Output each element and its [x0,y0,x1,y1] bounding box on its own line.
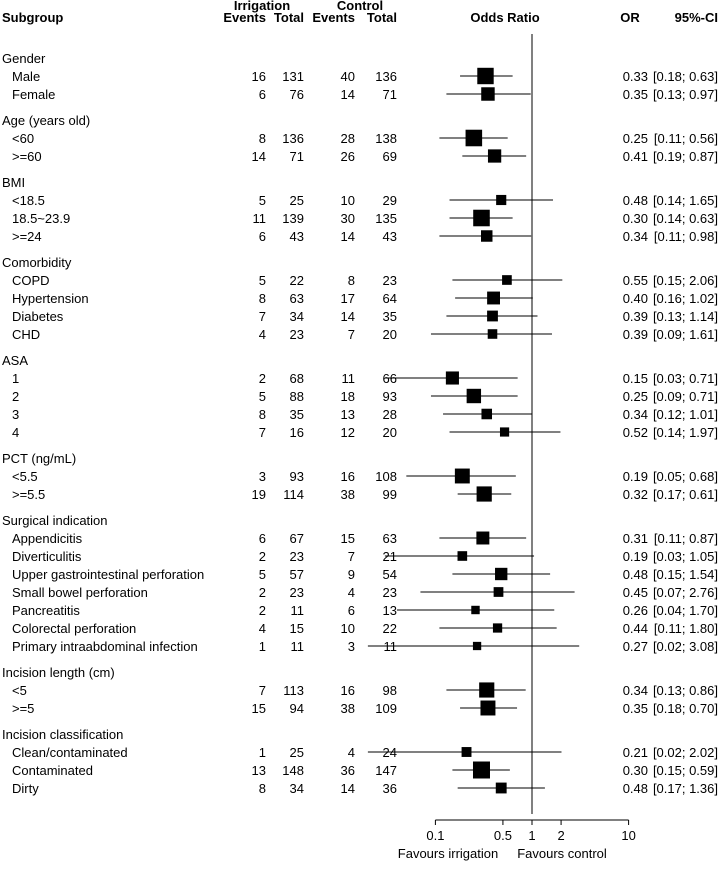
irrigation-events: 1 [258,745,266,760]
group-label: ASA [2,353,29,368]
or-marker [480,701,495,716]
row-label: >=5 [12,701,35,716]
table-row [12,621,718,636]
header-95ci: 95%-CI [674,10,718,25]
row-label: <5 [12,683,27,698]
table-row [12,229,718,244]
irrigation-events: 2 [258,371,266,386]
control-total: 28 [382,407,397,422]
or-value: 0.21 [622,745,648,760]
irrigation-total: 25 [289,193,304,208]
control-total: 35 [382,309,397,324]
control-events: 13 [340,407,355,422]
row-label: >=24 [12,229,42,244]
or-marker [488,329,498,339]
or-marker [473,762,490,779]
control-total: 13 [382,603,397,618]
table-row [12,149,718,164]
group-label: Surgical indication [2,513,108,528]
control-events: 3 [347,639,355,654]
ci-value: [0.11; 0.87] [653,531,718,546]
control-total: 138 [375,131,397,146]
control-events: 38 [340,487,355,502]
control-events: 15 [340,531,355,546]
header-or: OR [620,10,640,25]
row-label: CHD [12,327,41,342]
table-body [2,51,718,796]
row-label: Pancreatitis [12,603,80,618]
irrigation-events: 1 [258,639,266,654]
or-marker [481,87,494,100]
x-tick-label: 1 [528,828,536,843]
control-total: 147 [375,763,397,778]
irrigation-total: 15 [289,621,304,636]
or-marker [476,532,489,545]
irrigation-total: 148 [282,763,304,778]
or-value: 0.34 [622,683,648,698]
irrigation-events: 8 [258,781,266,796]
control-events: 26 [340,149,355,164]
irrigation-total: 43 [289,229,304,244]
control-events: 14 [340,229,355,244]
control-events: 16 [340,469,355,484]
x-axis [398,820,636,861]
row-label: 18.5~23.9 [12,211,71,226]
or-value: 0.34 [622,407,648,422]
irrigation-events: 13 [251,763,266,778]
irrigation-total: 57 [289,567,304,582]
irrigation-events: 6 [258,229,266,244]
irrigation-events: 2 [258,585,266,600]
or-marker [458,551,468,561]
ci-value: [0.11; 0.98] [653,229,718,244]
or-marker [477,486,492,501]
or-value: 0.39 [622,327,648,342]
or-marker [494,587,504,597]
control-total: 24 [382,745,397,760]
ci-value: [0.03; 0.71] [652,371,718,386]
control-events: 9 [347,567,355,582]
table-header [2,0,718,25]
or-value: 0.26 [622,603,648,618]
control-total: 66 [382,371,397,386]
table-row [12,639,718,654]
ci-value: [0.15; 0.59] [652,763,718,778]
irrigation-events: 14 [251,149,266,164]
irrigation-total: 25 [289,745,304,760]
or-marker [473,642,481,650]
row-label: 4 [12,425,20,440]
irrigation-events: 4 [258,621,266,636]
ci-value: [0.14; 1.65] [652,193,718,208]
control-events: 12 [340,425,355,440]
irrigation-total: 93 [289,469,304,484]
or-value: 0.19 [622,469,648,484]
control-events: 30 [340,211,355,226]
ci-value: [0.18; 0.70] [652,701,718,716]
control-events: 14 [340,87,355,102]
or-value: 0.48 [622,567,648,582]
ci-value: [0.09; 1.61] [652,327,718,342]
table-row [12,745,718,760]
row-label: 1 [12,371,20,386]
irrigation-total: 131 [282,69,304,84]
row-label: >=60 [12,149,42,164]
control-total: 64 [382,291,397,306]
row-label: Male [12,69,41,84]
control-events: 14 [340,781,355,796]
control-events: 16 [340,683,355,698]
table-row [12,131,718,146]
x-tick-label: 0.5 [493,828,512,843]
or-marker [455,469,470,484]
control-total: 21 [382,549,397,564]
control-events: 38 [340,701,355,716]
table-row [12,469,718,484]
or-value: 0.35 [622,87,648,102]
row-label: Diabetes [12,309,64,324]
control-events: 17 [340,291,355,306]
irrigation-events: 15 [251,701,266,716]
control-total: 136 [375,69,397,84]
control-total: 20 [382,425,397,440]
row-label: <60 [12,131,35,146]
irrigation-total: 34 [289,309,304,324]
or-value: 0.30 [622,211,648,226]
favours-control-label: Favours control [517,846,607,861]
ci-value: [0.07; 2.76] [652,585,718,600]
ci-value: [0.13; 1.14] [652,309,718,324]
table-row [12,585,718,600]
ci-value: [0.15; 1.54] [652,567,718,582]
x-tick-label: 10 [621,828,636,843]
or-value: 0.25 [622,389,648,404]
table-row [12,389,718,404]
table-row [12,211,718,226]
or-marker [477,68,493,84]
irrigation-total: 68 [289,371,304,386]
irrigation-total: 11 [290,603,304,618]
header-odds-ratio: Odds Ratio [470,10,540,25]
control-events: 7 [347,549,355,564]
row-label: Contaminated [12,763,93,778]
irrigation-total: 114 [283,487,304,502]
ci-value: [0.11; 1.80] [653,621,718,636]
ci-value: [0.18; 0.63] [652,69,718,84]
irrigation-total: 139 [282,211,304,226]
irrigation-total: 35 [289,407,304,422]
header-irrigation: Irrigation [233,0,291,13]
ci-value: [0.16; 1.02] [652,291,718,306]
irrigation-events: 8 [258,407,266,422]
irrigation-events: 7 [258,683,266,698]
control-total: 54 [382,567,397,582]
control-events: 10 [340,193,355,208]
row-label: Hypertension [12,291,89,306]
or-marker [481,230,492,241]
table-row [12,193,718,208]
irrigation-events: 5 [258,193,266,208]
control-total: 29 [382,193,397,208]
irrigation-total: 88 [289,389,304,404]
or-marker [479,682,494,697]
irrigation-total: 11 [290,639,304,654]
control-total: 108 [375,469,397,484]
header-irrigation-events: Events [223,10,266,25]
irrigation-events: 5 [258,273,266,288]
control-events: 6 [347,603,355,618]
or-value: 0.31 [622,531,648,546]
table-row [12,371,718,386]
row-label: 3 [12,407,20,422]
ci-value: [0.15; 2.06] [652,273,718,288]
control-events: 10 [340,621,355,636]
control-total: 93 [382,389,397,404]
control-events: 28 [340,131,355,146]
group-label: Incision length (cm) [2,665,115,680]
irrigation-events: 8 [258,131,266,146]
irrigation-total: 136 [282,131,304,146]
or-marker [462,747,472,757]
irrigation-events: 3 [258,469,266,484]
table-row [12,425,718,440]
row-label: Colorectal perforation [12,621,137,636]
control-events: 4 [347,585,355,600]
or-value: 0.33 [622,69,648,84]
or-value: 0.52 [622,425,648,440]
or-marker [467,389,481,403]
or-value: 0.32 [622,487,648,502]
row-label: Appendicitis [12,531,83,546]
or-value: 0.41 [622,149,648,164]
row-label: Diverticulitis [12,549,82,564]
row-label: 2 [12,389,20,404]
or-value: 0.55 [622,273,648,288]
control-events: 36 [340,763,355,778]
irrigation-total: 67 [289,531,304,546]
ci-value: [0.04; 1.70] [652,603,718,618]
group-label: Gender [2,51,46,66]
ci-value: [0.17; 0.61] [652,487,718,502]
irrigation-events: 11 [252,211,266,226]
or-value: 0.30 [622,763,648,778]
control-total: 11 [383,639,397,654]
row-label: Small bowel perforation [12,585,148,600]
or-marker [471,606,479,614]
x-tick-label: 0.1 [426,828,445,843]
table-row [12,567,718,582]
or-marker [487,311,498,322]
x-tick-label: 2 [557,828,565,843]
or-value: 0.19 [622,549,648,564]
table-row [12,407,718,422]
or-value: 0.34 [622,229,648,244]
ci-value: [0.13; 0.97] [652,87,718,102]
favours-irrigation-label: Favours irrigation [397,846,499,861]
irrigation-events: 8 [258,291,266,306]
control-total: 98 [382,683,397,698]
irrigation-total: 113 [283,683,304,698]
ci-value: [0.05; 0.68] [652,469,718,484]
irrigation-events: 2 [258,603,266,618]
header-subgroup: Subgroup [2,10,64,25]
table-row [12,273,718,288]
header-control-total: Total [366,10,397,25]
control-total: 135 [375,211,397,226]
table-row [12,683,718,698]
or-value: 0.27 [622,639,648,654]
control-total: 69 [382,149,397,164]
irrigation-total: 94 [289,701,304,716]
table-row [12,549,718,564]
or-marker [495,568,507,580]
table-row [12,69,718,84]
irrigation-events: 2 [258,549,266,564]
or-marker [446,371,459,384]
ci-value: [0.09; 0.71] [652,389,718,404]
group-label: Incision classification [2,727,124,742]
irrigation-total: 71 [289,149,304,164]
irrigation-events: 19 [251,487,266,502]
row-label: Primary intraabdominal infection [12,639,198,654]
row-label: Female [12,87,56,102]
or-marker [481,409,492,420]
or-marker [496,783,507,794]
irrigation-events: 7 [258,425,266,440]
table-row [12,309,718,324]
control-events: 7 [347,327,355,342]
or-marker [487,292,500,305]
ci-value: [0.03; 1.05] [652,549,718,564]
group-label: BMI [2,175,26,190]
or-value: 0.15 [622,371,648,386]
control-total: 20 [382,327,397,342]
or-value: 0.45 [622,585,648,600]
irrigation-events: 16 [251,69,266,84]
or-value: 0.39 [622,309,648,324]
control-total: 99 [382,487,397,502]
ci-value: [0.11; 0.56] [653,131,718,146]
row-label: >=5.5 [12,487,46,502]
or-value: 0.48 [622,781,648,796]
control-total: 23 [382,273,397,288]
group-label: Comorbidity [2,255,72,270]
control-total: 109 [375,701,397,716]
or-marker [493,623,502,632]
header-control-events: Events [312,10,355,25]
ci-value: [0.12; 1.01] [652,407,718,422]
irrigation-total: 76 [289,87,304,102]
or-value: 0.44 [622,621,648,636]
or-value: 0.40 [622,291,648,306]
table-row [12,327,718,342]
ci-value: [0.02; 2.02] [652,745,718,760]
irrigation-total: 16 [289,425,304,440]
ci-value: [0.19; 0.87] [652,149,718,164]
header-irrigation-total: Total [273,10,304,25]
table-row [12,291,718,306]
ci-value: [0.17; 1.36] [652,781,718,796]
table-row [12,87,718,102]
ci-value: [0.13; 0.86] [652,683,718,698]
table-row [12,701,718,716]
table-row [12,781,718,796]
ci-value: [0.02; 3.08] [652,639,718,654]
control-events: 18 [340,389,355,404]
group-label: Age (years old) [2,113,91,128]
ci-value: [0.14; 1.97] [652,425,718,440]
row-label: <5.5 [12,469,38,484]
or-value: 0.48 [622,193,648,208]
control-total: 36 [382,781,397,796]
control-total: 63 [382,531,397,546]
irrigation-total: 23 [289,549,304,564]
row-label: COPD [12,273,50,288]
irrigation-events: 5 [258,567,266,582]
group-label: PCT (ng/mL) [2,451,77,466]
row-label: <18.5 [12,193,45,208]
control-events: 8 [347,273,355,288]
row-label: Clean/contaminated [12,745,128,760]
control-total: 43 [382,229,397,244]
irrigation-total: 34 [289,781,304,796]
control-total: 23 [382,585,397,600]
or-value: 0.35 [622,701,648,716]
table-row [12,603,718,618]
irrigation-events: 5 [258,389,266,404]
row-label: Upper gastrointestinal perforation [12,567,205,582]
table-row [12,487,718,502]
header-control: Control [336,0,384,13]
control-events: 14 [340,309,355,324]
table-row [12,763,718,778]
or-marker [488,149,501,162]
irrigation-total: 23 [289,327,304,342]
control-total: 22 [382,621,397,636]
or-marker [473,210,490,227]
irrigation-events: 4 [258,327,266,342]
irrigation-events: 7 [258,309,266,324]
control-events: 4 [347,745,355,760]
or-marker [500,427,509,436]
ci-value: [0.14; 0.63] [652,211,718,226]
irrigation-events: 6 [258,87,266,102]
irrigation-total: 22 [289,273,304,288]
or-value: 0.25 [622,131,648,146]
irrigation-total: 63 [289,291,304,306]
or-marker [496,195,506,205]
irrigation-events: 6 [258,531,266,546]
control-events: 11 [341,371,355,386]
control-total: 71 [382,87,397,102]
or-marker [502,275,512,285]
control-events: 40 [340,69,355,84]
irrigation-total: 23 [289,585,304,600]
plot-area [368,34,579,814]
table-row [12,531,718,546]
row-label: Dirty [12,781,39,796]
or-marker [466,130,483,147]
